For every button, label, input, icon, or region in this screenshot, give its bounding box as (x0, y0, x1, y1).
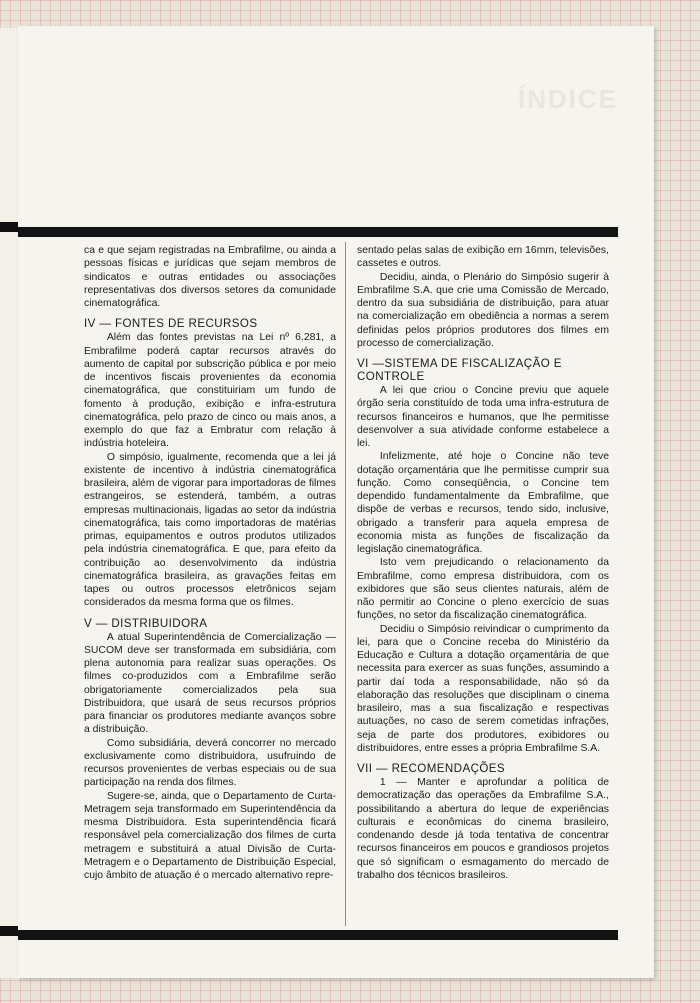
paragraph-left-6: Como subsidiária, deverá concorrer no mercado exclusivamente como distribuidora, usufruindo de recursos provenientes de verbas especiais ou de sua participação na renda dos filmes. (84, 737, 336, 789)
bottom-rule (18, 930, 618, 940)
paragraph-right-5: Isto vem prejudicando o relacionamento da Embrafilme, como empresa distribuidora, com os exibidores que são seus clientes naturais, além de não permitir ao Concine o pleno exercício de suas funções, no setor da fiscalização cinematográfica. (357, 557, 609, 622)
paragraph-left-5: A atual Superintendência de Comercialização — SUCOM deve ser transformada em subsidiária, com plena autonomia para realizar suas operações. Os filmes co-produzidos com a Embrafilme serão obrigatoriamente comercializados pela sua Distribuidora, que usará de seus recursos próprios para financiar os produtores mediante avanços sobre a distribuição. (84, 631, 336, 736)
previous-page-rule-bottom (0, 926, 18, 936)
paragraph-right-0: sentado pelas salas de exibição em 16mm, televisões, cassetes e outros. (357, 245, 609, 270)
paragraph-right-3: A lei que criou o Concine previu que aquele órgão seria constituído de toda uma infra-estrutura de recursos financeiros e humanos, que lhe permitisse desenvolver a sua atividade conforme estabelece a lei. (357, 385, 609, 449)
left-column (84, 244, 336, 882)
paragraph-left-3: O simpósio, igualmente, recomenda que a lei já existente de incentivo à indústria cinematográfica brasileira, além de vigorar para importadoras de filmes estrangeiros, se estenderá, também, a outras empresas multinacionais, ligadas ao setor da indústria cinematográfica, tais como importadoras de matérias primas, equipamentos e outros produtos utilizados pela indústria cinematográfica. E que, para efeito da contribuição ao desenvolvimento da indústria cinematográfica brasileira, as gravações feitas em tapes ou outros processos eletrônicos sejam considerados da mesma forma que os filmes. (84, 451, 336, 609)
right-column (357, 244, 609, 882)
paragraph-left-0: ca e que sejam registradas na Embrafilme, ou ainda a pessoas físicas e jurídicas que sejam membros de sindicatos e outras entidades ou associações representativas dos diversos setores da comunidade cinematográfica. (84, 245, 336, 309)
top-rule (18, 227, 618, 237)
previous-page-rule-top (0, 222, 18, 232)
column-divider (345, 242, 346, 926)
section-heading-right-2: VI —SISTEMA DE FISCALIZAÇÃO E CONTROLE (357, 357, 562, 383)
paragraph-left-7: Sugere-se, ainda, que o Departamento de Curta-Metragem seja transformado em Superintendência da mesma Distribuidora. Esta superintendência ficará responsável pela comercialização dos filmes de curta metragem e substituirá a atual Divisão de Curta-Metragem e o Departamento de Distribuição Especial, cujo âmbito de atuação é o mercado alternativo repre- (84, 790, 336, 881)
paragraph-right-6: Decidiu o Simpósio reivindicar o cumprimento da lei, para que o Concine receba do Ministério da Educação e Cultura a dotação orçamentária de que necessita para exercer as suas funções, assumindo a partir daí toda a responsabilidade, não só da elaboração das resoluções que disciplinam o cinema brasileiro, mas a sua fiscalização e respectivas autuações, no caso de serem cometidas infrações, seja de parte dos produtores, exibidores ou distribuidores, entre esses a própria Embrafilme S.A. (357, 623, 609, 754)
paragraph-right-8: 1 — Manter e aprofundar a política de democratização das operações da Embrafilme S.A., possibilitando a abertura do leque de experiências culturais e econômicas do cinema brasileiro, condenando desde já toda tentativa de concentrar recursos financeiros em poucos e grandiosos projetos que só significam o esmagamento do mercado de trabalho dos técnicos brasileiros. (357, 777, 609, 881)
section-heading-left-1: IV — FONTES DE RECURSOS (84, 317, 258, 331)
paragraph-right-4: Infelizmente, até hoje o Concine não teve dotação orçamentária que lhe permitisse cumprir sua função. Como conseqüência, o Concine tem dependido fundamentalmente da Embrafilme, que dispõe de verbas e recursos, tendo sido, inclusive, obrigado a transferir para aquela empresa de economia mista as funções de fiscalização da legislação cinematográfica. (357, 451, 609, 555)
faint-heading: ÍNDICE (517, 84, 618, 114)
section-heading-right-7: VII — RECOMENDAÇÕES (357, 762, 506, 775)
document-page (18, 26, 654, 978)
paragraph-right-1: Decidiu, ainda, o Plenário do Simpósio sugerir à Embrafilme S.A. que crie uma Comissão de Mercado, dentro da sua subsidiária de distribuição, para atuar na comercialização em obediência a normas a serem definidas pelos próprios produtores dos filmes em processo de comercialização. (357, 271, 609, 349)
previous-page-edge (0, 28, 19, 978)
paragraph-left-2: Além das fontes previstas na Lei nº 6.281, a Embrafilme poderá captar recursos através do aumento de capital por subscrição pública e por meio de incentivos fiscais provenientes da economia cinematográfica, que constituiriam um fundo de fomento à produção, exibição e infra-estrutura cinematográfica, pelo prazo de cinco ou mais anos, a exemplo do que faz a Embratur com relação à indústria hoteleira. (84, 332, 336, 450)
section-heading-left-4: V — DISTRIBUIDORA (84, 616, 208, 630)
